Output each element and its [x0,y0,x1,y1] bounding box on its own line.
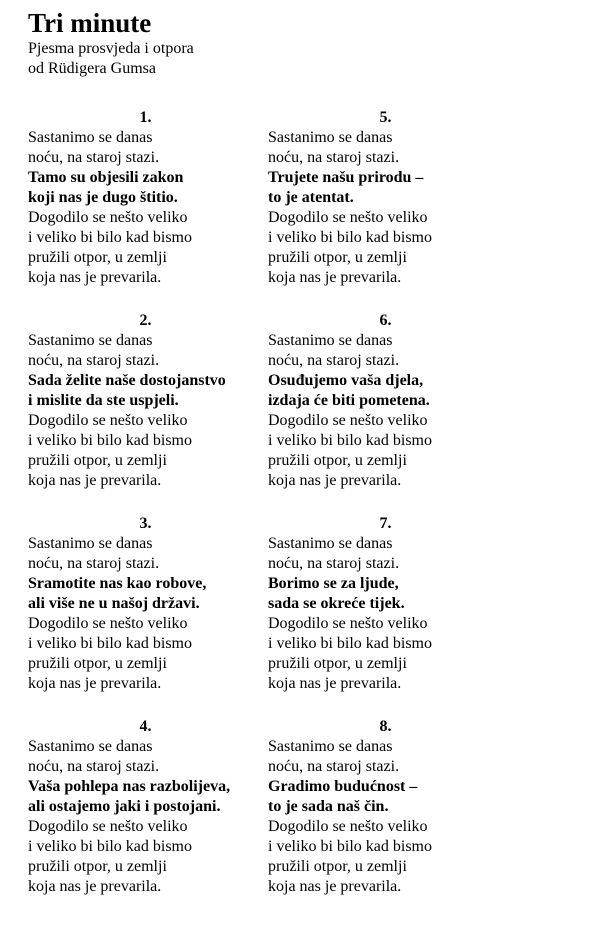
refrain-line-5: Dogodilo se nešto veliko [268,818,428,835]
refrain-line-6: i veliko bi bilo kad bismo [28,432,192,449]
verse-line-1: Vaša pohlepa nas razbolijeva, [28,778,231,795]
refrain-line-2: noću, na staroj stazi. [28,555,160,572]
stanza-number: 8. [379,718,392,735]
stanza-8 [268,717,508,897]
refrain-line-6: i veliko bi bilo kad bismo [268,432,432,449]
refrain-line-5: Dogodilo se nešto veliko [28,615,188,632]
refrain-line-6: i veliko bi bilo kad bismo [28,838,192,855]
refrain-line-8: koja nas je prevarila. [28,675,162,692]
refrain-line-6: i veliko bi bilo kad bismo [268,838,432,855]
stanza-number: 2. [139,312,152,329]
refrain-line-1: Sastanimo se danas [268,332,393,349]
stanza-1 [28,108,268,288]
refrain-line-8: koja nas je prevarila. [268,675,402,692]
stanza-number: 1. [139,109,152,126]
verse-line-2: ali više ne u našoj državi. [28,595,200,612]
refrain-line-8: koja nas je prevarila. [268,269,402,286]
verse-line-2: i mislite da ste uspjeli. [28,392,179,409]
stanza-5 [268,108,508,288]
refrain-line-5: Dogodilo se nešto veliko [28,412,188,429]
refrain-line-2: noću, na staroj stazi. [268,758,400,775]
stanza-number: 6. [379,312,392,329]
verse-line-1: Sada želite naše dostojanstvo [28,372,226,389]
refrain-line-8: koja nas je prevarila. [28,878,162,895]
refrain-line-6: i veliko bi bilo kad bismo [28,635,192,652]
refrain-line-7: pružili otpor, u zemlji [28,452,167,469]
refrain-line-7: pružili otpor, u zemlji [28,249,167,266]
verse-line-1: Sramotite nas kao robove, [28,575,207,592]
refrain-line-1: Sastanimo se danas [268,738,393,755]
refrain-line-1: Sastanimo se danas [28,129,153,146]
refrain-line-7: pružili otpor, u zemlji [28,655,167,672]
verse-line-2: sada se okreće tijek. [268,595,405,612]
refrain-line-5: Dogodilo se nešto veliko [28,818,188,835]
verse-line-1: Osuđujemo vaša djela, [268,372,424,389]
refrain-line-8: koja nas je prevarila. [268,472,402,489]
page-title: Tri minute [28,8,152,38]
refrain-line-7: pružili otpor, u zemlji [268,452,407,469]
poem-header [28,8,588,79]
refrain-line-2: noću, na staroj stazi. [268,149,400,166]
refrain-line-8: koja nas je prevarila. [28,269,162,286]
stanza-number: 5. [379,109,392,126]
refrain-line-5: Dogodilo se nešto veliko [268,412,428,429]
subtitle-line-1: Pjesma prosvjeda i otpora [28,40,194,57]
refrain-line-6: i veliko bi bilo kad bismo [268,229,432,246]
verse-line-2: ali ostajemo jaki i postojani. [28,798,221,815]
stanza-number: 7. [379,515,392,532]
stanza-number: 4. [139,718,152,735]
refrain-line-2: noću, na staroj stazi. [28,352,160,369]
refrain-line-8: koja nas je prevarila. [268,878,402,895]
refrain-line-7: pružili otpor, u zemlji [268,249,407,266]
refrain-line-1: Sastanimo se danas [28,332,153,349]
refrain-line-2: noću, na staroj stazi. [28,758,160,775]
refrain-line-1: Sastanimo se danas [268,129,393,146]
stanza-2 [28,311,268,491]
refrain-line-6: i veliko bi bilo kad bismo [28,229,192,246]
refrain-line-1: Sastanimo se danas [28,535,153,552]
refrain-line-2: noću, na staroj stazi. [28,149,160,166]
stanza-number: 3. [139,515,152,532]
stanza-3 [28,514,268,694]
refrain-line-2: noću, na staroj stazi. [268,352,400,369]
stanza-7 [268,514,508,694]
verse-line-2: to je atentat. [268,189,354,206]
verse-line-1: Tamo su objesili zakon [28,169,184,186]
verse-line-1: Gradimo budućnost – [268,778,418,795]
refrain-line-2: noću, na staroj stazi. [268,555,400,572]
refrain-line-8: koja nas je prevarila. [28,472,162,489]
refrain-line-7: pružili otpor, u zemlji [268,655,407,672]
refrain-line-7: pružili otpor, u zemlji [28,858,167,875]
subtitle-line-2: od Rüdigera Gumsa [28,60,156,77]
refrain-line-1: Sastanimo se danas [268,535,393,552]
verse-line-2: izdaja će biti pometena. [268,392,430,409]
stanza-4 [28,717,268,897]
refrain-line-7: pružili otpor, u zemlji [268,858,407,875]
verse-line-1: Borimo se za ljude, [268,575,399,592]
refrain-line-1: Sastanimo se danas [28,738,153,755]
refrain-line-5: Dogodilo se nešto veliko [268,615,428,632]
verse-line-1: Trujete našu prirodu – [268,169,424,186]
stanza-6 [268,311,508,491]
verse-line-2: to je sada naš čin. [268,798,389,815]
refrain-line-5: Dogodilo se nešto veliko [268,209,428,226]
verse-line-2: koji nas je dugo štitio. [28,189,178,206]
refrain-line-5: Dogodilo se nešto veliko [28,209,188,226]
refrain-line-6: i veliko bi bilo kad bismo [268,635,432,652]
